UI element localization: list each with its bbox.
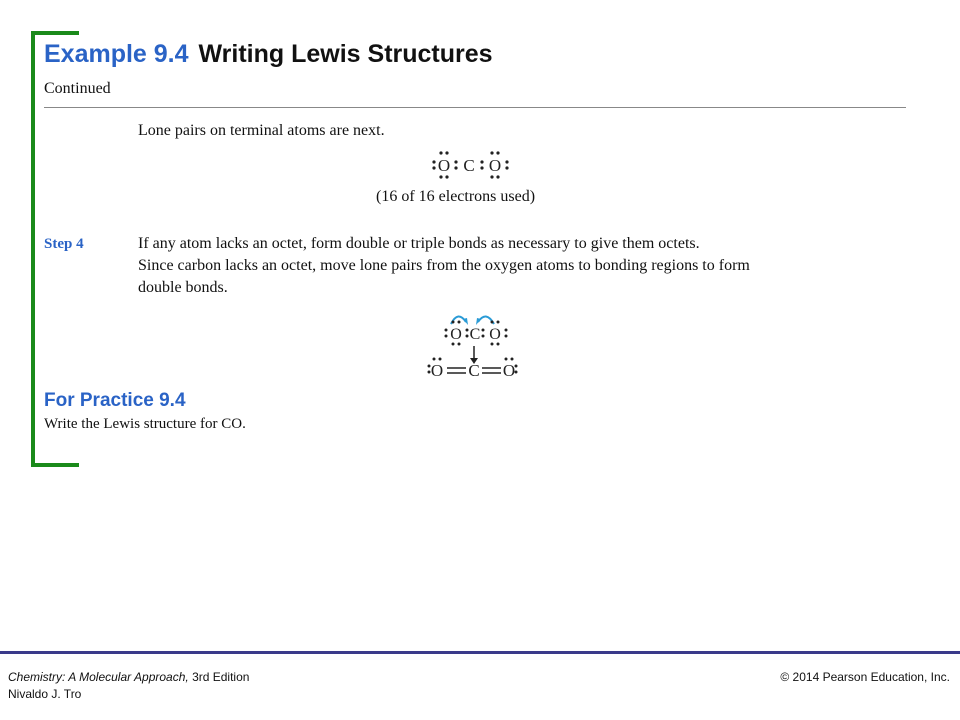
electrons-used-text: (16 of 16 electrons used) — [376, 188, 536, 205]
lone-pairs-text: Lone pairs on terminal atoms are next. — [138, 122, 385, 139]
footer-author: Nivaldo J. Tro — [8, 687, 82, 701]
atom-oxygen-left-final: O — [430, 361, 444, 380]
atom-oxygen-right: O — [488, 156, 502, 175]
lewis-structure-lone-pairs — [430, 148, 520, 182]
atom-carbon-top: C — [469, 326, 481, 343]
atom-oxygen-right-top: O — [489, 326, 501, 343]
step-line-1: If any atom lacks an octet, form double or triple bonds as necessary to give them octets. — [138, 235, 700, 252]
step-line-2: Since carbon lacks an octet, move lone pairs from the oxygen atoms to bonding regions to form — [138, 257, 750, 274]
footer-edition: 3rd Edition — [188, 670, 250, 684]
slide-bracket-top — [31, 31, 79, 35]
atom-oxygen-right-final: O — [502, 361, 516, 380]
footer-copyright: © 2014 Pearson Education, Inc. — [780, 670, 950, 684]
example-label: Example 9.4 — [44, 40, 189, 68]
slide-bracket-bottom — [31, 463, 79, 467]
footer-book-title: Chemistry: A Molecular Approach, — [8, 670, 189, 684]
practice-text: Write the Lewis structure for CO. — [44, 416, 246, 432]
header-divider — [44, 107, 906, 108]
atom-oxygen-left: O — [437, 156, 451, 175]
lewis-structure-double-bonds — [420, 306, 530, 388]
slide-bracket-vertical — [31, 31, 35, 467]
atom-carbon-final: C — [468, 361, 480, 380]
atom-oxygen-left-top: O — [450, 326, 462, 343]
subtitle: Continued — [44, 80, 111, 97]
step-label: Step 4 — [44, 236, 84, 252]
footer-book — [8, 670, 249, 684]
practice-heading: For Practice 9.4 — [44, 390, 186, 411]
atom-carbon: C — [463, 156, 475, 175]
page-title — [44, 40, 493, 69]
footer-divider — [0, 651, 960, 654]
example-title: Writing Lewis Structures — [198, 40, 493, 68]
step-line-3: double bonds. — [138, 279, 228, 296]
